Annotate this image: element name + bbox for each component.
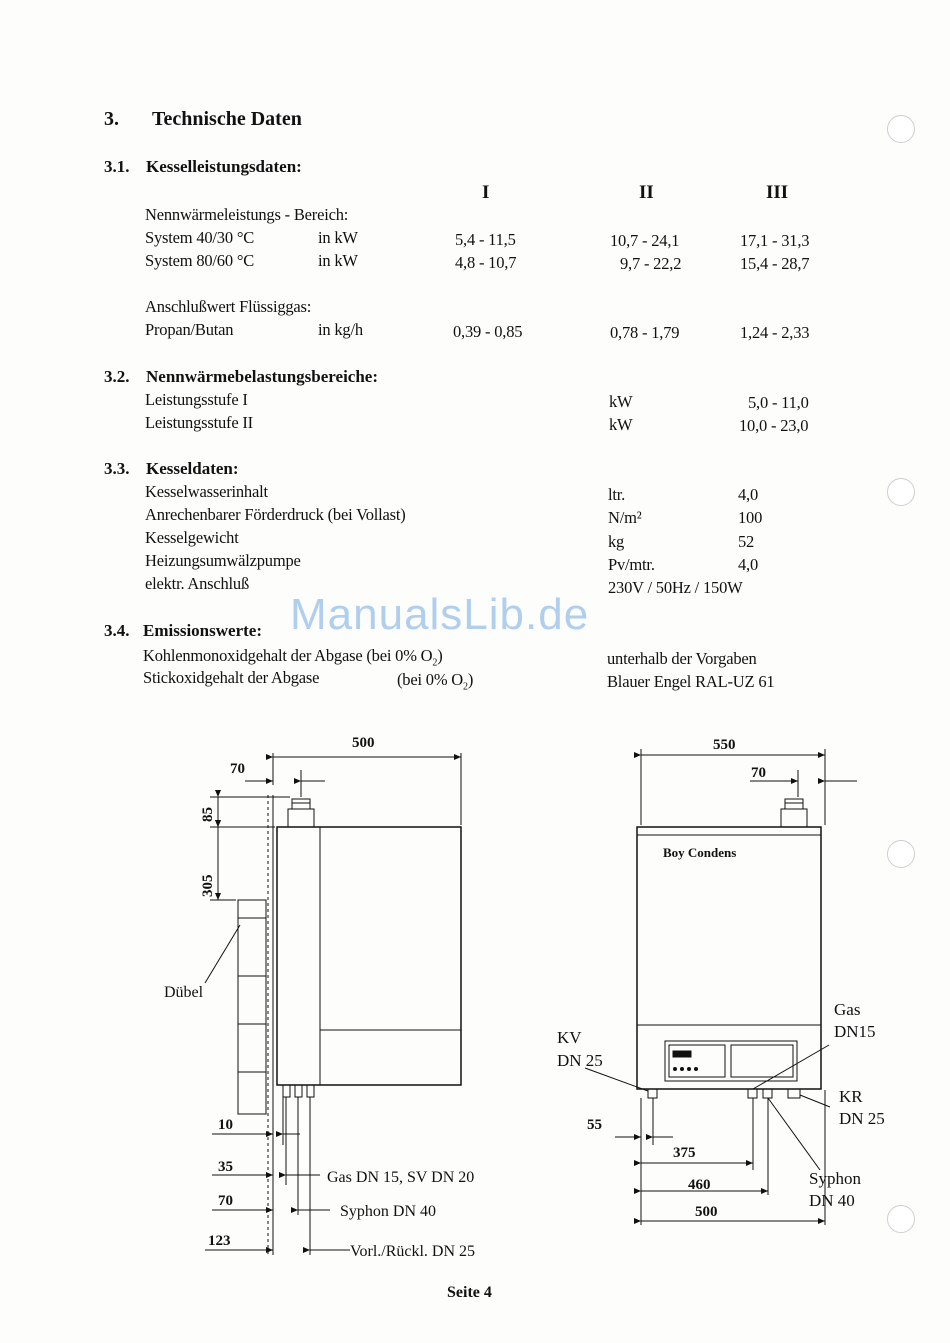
punch-hole [887, 115, 915, 143]
s34-number: 3.4. [104, 621, 130, 640]
row-value: 100 [738, 508, 763, 527]
row-value-1: 0,39 - 0,85 [453, 322, 523, 341]
row-unit: in kg/h [318, 320, 363, 339]
dim-10: 10 [218, 1117, 233, 1133]
label-syphon: Syphon [809, 1169, 861, 1188]
dim-375: 375 [673, 1145, 696, 1161]
dim-550: 550 [713, 737, 736, 753]
dim-70-top: 70 [230, 761, 245, 777]
row-value-2: 9,7 - 22,2 [620, 254, 682, 273]
label-kv: KV [557, 1028, 582, 1047]
dim-35: 35 [218, 1159, 233, 1175]
label-syphon: Syphon DN 40 [340, 1203, 437, 1220]
row-value-1: 5,4 - 11,5 [455, 230, 516, 249]
s31-number: 3.1. [104, 157, 130, 176]
row-label: Kesselwasserinhalt [145, 482, 268, 501]
row-value-1: 4,8 - 10,7 [455, 253, 517, 272]
row-value-2: 10,7 - 24,1 [610, 231, 680, 250]
row-unit: kW [609, 392, 633, 411]
row-value: unterhalb der Vorgaben [607, 649, 757, 668]
dim-305: 305 [200, 874, 216, 897]
row-unit: in kW [318, 228, 358, 247]
column-header-2: II [639, 182, 654, 203]
label-duebel: Dübel [164, 984, 204, 1001]
label-vorl-rueckl: Vorl./Rückl. DN 25 [350, 1243, 476, 1260]
dim-70: 70 [751, 765, 766, 781]
dim-70-bottom: 70 [218, 1193, 233, 1209]
row-value-3: 17,1 - 31,3 [740, 231, 810, 250]
s33-title: Kesseldaten: [146, 459, 239, 478]
dim-85: 85 [200, 807, 216, 822]
row-value: Blauer Engel RAL-UZ 61 [607, 672, 775, 691]
row-unit: 230V / 50Hz / 150W [608, 578, 743, 597]
label-gas: Gas DN 15, SV DN 20 [327, 1169, 475, 1186]
dim-500: 500 [352, 735, 375, 751]
row-value-3: 1,24 - 2,33 [740, 323, 810, 342]
s31-title: Kesselleistungsdaten: [146, 157, 302, 176]
row-value: 5,0 - 11,0 [748, 393, 809, 412]
row-unit: in kW [318, 251, 358, 270]
row-label: Kohlenmonoxidgehalt der Abgase (bei 0% $O_2$) [143, 646, 443, 669]
gas-label: Anschlußwert Flüssiggas: [145, 297, 312, 316]
label-syphon-dn: DN 40 [809, 1191, 855, 1210]
row-value-2: 0,78 - 1,79 [610, 323, 680, 342]
row-unit: ltr. [608, 485, 626, 504]
s34-title: Emissionswerte: [143, 621, 262, 640]
punch-hole [887, 1205, 915, 1233]
s32-title: Nennwärmebelastungsbereiche: [146, 367, 378, 386]
row-condition: (bei 0% $O_2$) [397, 670, 474, 693]
row-label: Heizungsumwälzpumpe [145, 551, 301, 570]
column-header-3: III [766, 182, 789, 203]
row-label: Leistungsstufe II [145, 413, 253, 432]
dim-55: 55 [587, 1117, 602, 1133]
section-title: Technische Daten [152, 108, 302, 130]
label-gas-dn: DN15 [834, 1022, 876, 1041]
row-value: 10,0 - 23,0 [739, 416, 809, 435]
punch-hole [887, 840, 915, 868]
dim-460: 460 [688, 1177, 711, 1193]
side-view-drawing [150, 725, 520, 1265]
label-kv-dn: DN 25 [557, 1051, 603, 1070]
s32-number: 3.2. [104, 367, 130, 386]
section-number: 3. [104, 108, 119, 130]
row-label: Anrechenbarer Förderdruck (bei Vollast) [145, 505, 406, 524]
label-gas: Gas [834, 1000, 861, 1019]
brand-label: Boy Condens [663, 845, 737, 860]
row-unit: Pv/mtr. [608, 555, 655, 574]
row-value: 4,0 [738, 485, 759, 504]
row-label: System 40/30 °C [145, 228, 255, 247]
s33-number: 3.3. [104, 459, 130, 478]
row-unit: kW [609, 415, 633, 434]
dim-500: 500 [695, 1204, 718, 1220]
row-label: Propan/Butan [145, 320, 234, 339]
front-view-drawing [545, 725, 890, 1235]
punch-hole [887, 478, 915, 506]
page-number: Seite 4 [447, 1284, 492, 1301]
row-unit: N/m² [608, 508, 642, 527]
row-label: System 80/60 °C [145, 251, 255, 270]
label-kr: KR [839, 1087, 863, 1106]
row-value: 52 [738, 532, 755, 551]
row-label: Stickoxidgehalt der Abgase [143, 668, 320, 687]
row-label: elektr. Anschluß [145, 574, 250, 593]
column-header-1: I [482, 182, 490, 203]
range-label: Nennwärmeleistungs - Bereich: [145, 205, 349, 224]
row-value: 4,0 [738, 555, 759, 574]
dim-123: 123 [208, 1233, 231, 1249]
row-unit: kg [608, 532, 625, 551]
row-label: Kesselgewicht [145, 528, 239, 547]
label-kr-dn: DN 25 [839, 1109, 885, 1128]
row-label: Leistungsstufe I [145, 390, 248, 409]
row-value-3: 15,4 - 28,7 [740, 254, 810, 273]
watermark: ManualsLib.de [290, 590, 590, 639]
